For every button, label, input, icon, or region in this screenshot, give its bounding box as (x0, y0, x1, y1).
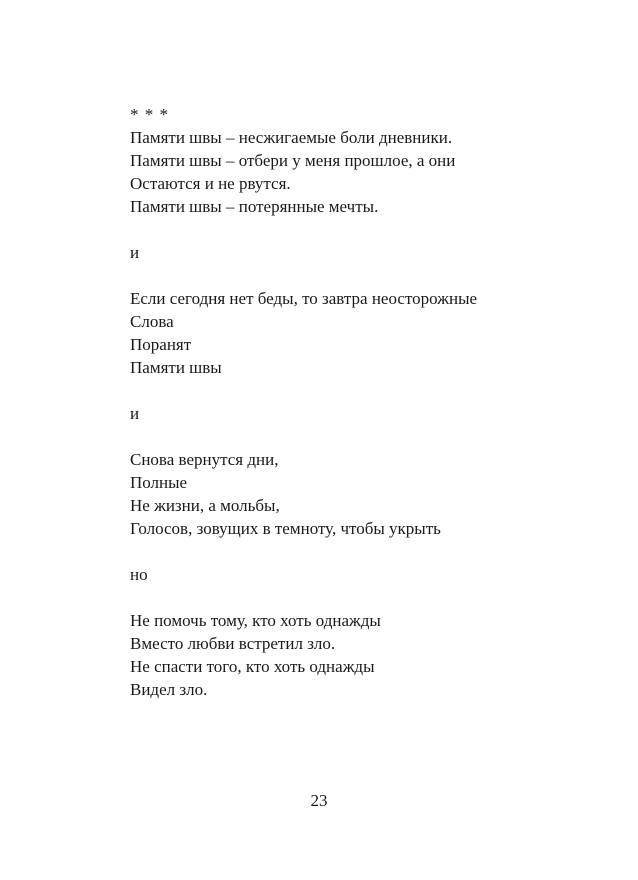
conjunction-line: и (130, 243, 140, 262)
stanza-gap (130, 264, 477, 287)
poem-line: Снова вернутся дни, (130, 450, 279, 469)
poem-line: Памяти швы – потерянные мечты. (130, 197, 379, 216)
stanza-gap (130, 218, 477, 241)
poem-line: Слова (130, 312, 174, 331)
poem (130, 103, 477, 701)
section-separator: * * * (130, 105, 169, 124)
conjunction-line: и (130, 404, 140, 423)
stanza-gap (130, 540, 477, 563)
poem-line: Полные (130, 473, 188, 492)
poem-line: Если сегодня нет беды, то завтра неосторожные (130, 289, 478, 308)
poem-line: Остаются и не рвутся. (130, 174, 291, 193)
poem-line: Поранят (130, 335, 192, 354)
stanza-1 (130, 126, 477, 218)
stanza-gap (130, 586, 477, 609)
poem-line: Не жизни, а мольбы, (130, 496, 280, 515)
stanza-gap (130, 425, 477, 448)
poem-line: Памяти швы (130, 358, 222, 377)
poem-line: Памяти швы – отбери у меня прошлое, а они (130, 151, 456, 170)
conjunction-line: но (130, 565, 148, 584)
poem-line: Не помочь тому, кто хоть однажды (130, 611, 381, 630)
stanza-2 (130, 287, 477, 379)
poem-line: Голосов, зовущих в темноту, чтобы укрыть (130, 519, 441, 538)
poem-line: Памяти швы – несжигаемые боли дневники. (130, 128, 453, 147)
stanza-3 (130, 448, 477, 540)
poem-line: Видел зло. (130, 680, 208, 699)
page-number: 23 (310, 791, 328, 810)
stanza-4 (130, 609, 477, 701)
poem-line: Не спасти того, кто хоть однажды (130, 657, 375, 676)
poem-line: Вместо любви встретил зло. (130, 634, 336, 653)
stanza-gap (130, 379, 477, 402)
